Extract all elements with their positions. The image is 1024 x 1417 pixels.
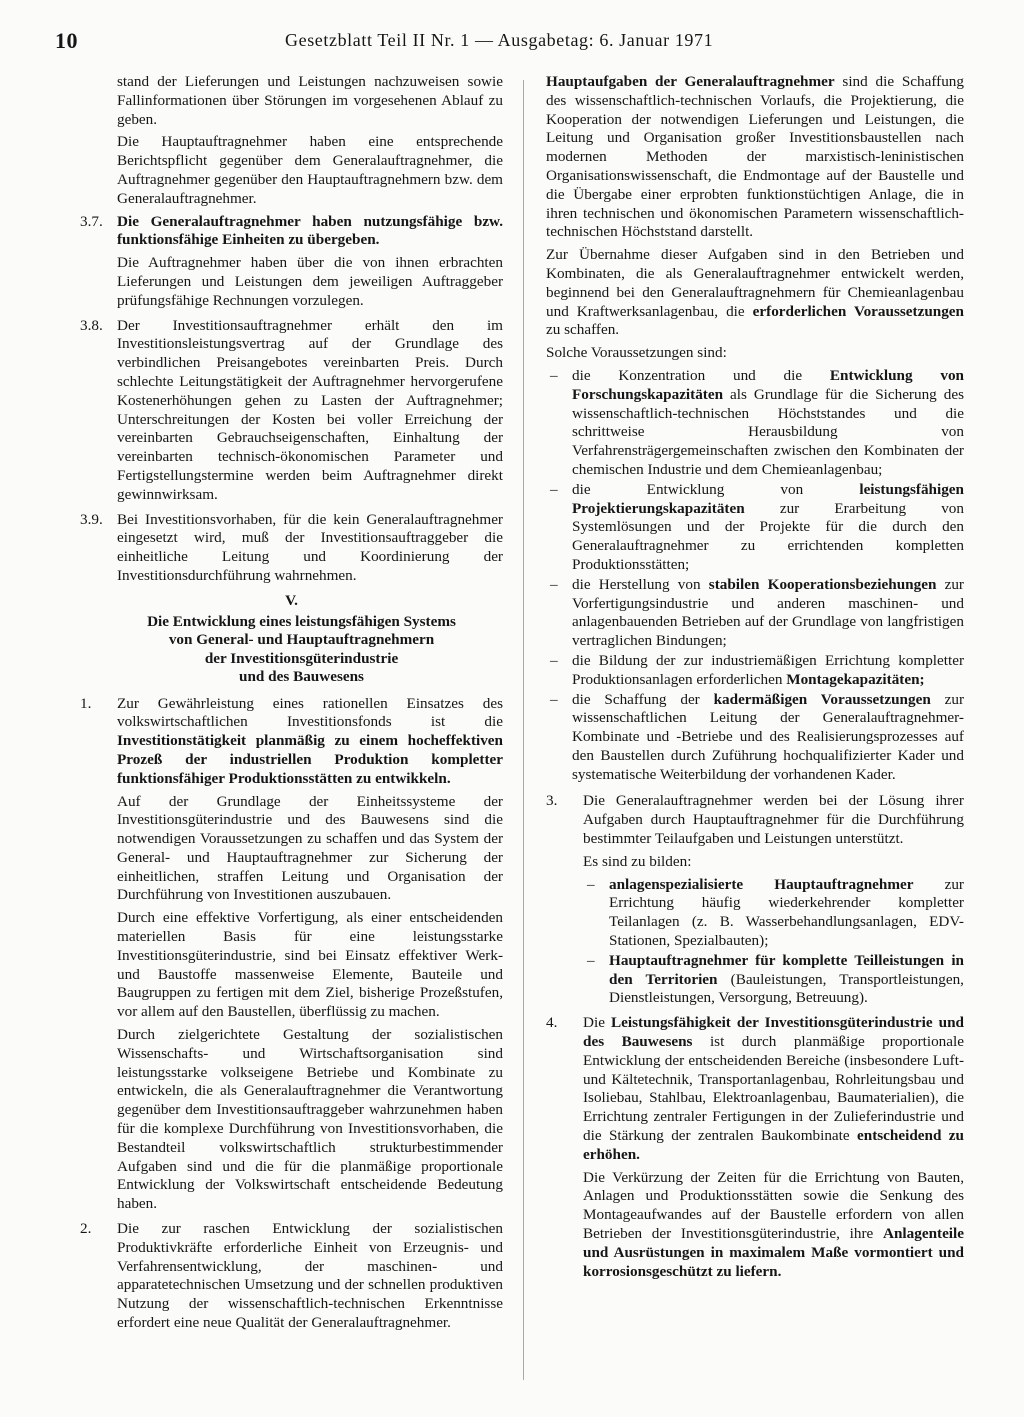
item-heading: Die Generalauftragnehmer haben nutzungsfähige bzw. funktionsfähige Einheiten zu übergeben. bbox=[117, 212, 503, 249]
paragraph: Die zur raschen Entwicklung der sozialistischen Produktivkräfte erforderliche Einheit von Erzeugnis- und Verfahrensentwicklung, der maschinen- und apparatetechnischen Umsetzung und der schnellen produktiven Nutzung der wissenschaftlich-technischen Erkenntnisse erfordert eine neue Qualität der Generalauftragnehmer. bbox=[117, 1220, 503, 1332]
paragraph: Die Auftragnehmer haben über die von ihnen erbrachten Lieferungen und Leistungen dem jeweiligen Auftraggeber prüfungsfähige Rechnungen vorzulegen. bbox=[117, 254, 503, 309]
page-number: 10 bbox=[55, 28, 78, 53]
right-column bbox=[546, 73, 964, 1287]
page-header bbox=[55, 28, 969, 62]
paragraph: Die Leistungsfähigkeit der Investitionsgüterindustrie und des Bauwesens ist durch planmäßige proportionale Entwicklung der entscheidenden Bereiche (insbesondere Luft- und Kältetechnik, Transportanlagenbau, Rohrleitungsbau und Isoliebau, Stahlbau, Elektroanlagenbau, Baumaterialien), die Errichtung zentraler Fertigungen in der Zulieferindustrie und die Stärkung der zentralen Baukombinate entscheidend zu erhöhen. bbox=[583, 1014, 964, 1163]
paragraph: Durch zielgerichtete Gestaltung der sozialistischen Wissenschafts- und Wirtschaftsorganisation sind leistungsstarke volkseigene Betriebe und Kombinate zu entwickeln, die als Generalauftragnehmer die Verantwortung gegenüber dem Investitionsauftraggeber wahrzunehmen haben für die komplexe Durchführung von Investitionsvorhaben, die Bestandteil volkswirtschaftlich strukturbestimmender Aufgaben sind und die für die planmäßige proportionale Entwicklung der Volkswirtschaft entscheidende Bedeutung haben. bbox=[117, 1026, 503, 1213]
paragraph: Die Hauptauftragnehmer haben eine entsprechende Berichtspflicht gegenüber dem Generalauftragnehmer, die Auftragnehmer gegenüber den Hauptauftragnehmern bzw. dem Generalauftragnehmer. bbox=[117, 133, 503, 207]
dash-item: – die Konzentration und die Entwicklung von Forschungskapazitäten als Grundlage für die Sicherung des wissenschaftlich-technischen Höchststandes und die schrittweise Herausbildung von Verfahrensträgergemeinschaften zwischen den Kombinaten der chemischen Industrie und dem Chemieanlagenbau; bbox=[546, 367, 964, 480]
paragraph: Die Generalauftragnehmer werden bei der Lösung ihrer Aufgaben durch Hauptauftragnehmer für die Durchführung bestimmter Teilaufgaben und Leistungen unterstützt. bbox=[583, 792, 964, 848]
item-number: 2. bbox=[80, 1220, 92, 1238]
item-number: 4. bbox=[546, 1014, 558, 1032]
section-title: Die Entwicklung eines leistungsfähigen Systems von General- und Hauptauftragnehmern der Investitionsgüterindustrie und des Bauwesens bbox=[147, 612, 456, 686]
dash-item: – Hauptauftragnehmer für komplette Teilleistungen in den Territorien (Bauleistungen, Transportleistungen, Dienstleistungen, Versorgung, Betreuung). bbox=[583, 952, 964, 1008]
paragraph: Auf der Grundlage der Einheitssysteme der Investitionsgüterindustrie und des Bauwesens sind die notwendigen Voraussetzungen zu schaffen und das System der General- und Hauptauftragnehmer zur Sicherung der einheitlichen, straffen Leitung und Organisation der Durchführung von Investitionen auszubauen. bbox=[117, 792, 503, 904]
paragraph: Zur Übernahme dieser Aufgaben sind in den Betrieben und Kombinaten, die als Generalauftragnehmer entwickelt werden, beginnend bei den Generalauftragnehmern für Chemieanlagenbau und Kraftwerksanlagenbau, die erforderlichen Voraussetzungen zu schaffen. bbox=[546, 246, 964, 339]
item-number: 1. bbox=[80, 694, 92, 712]
item-number: 3.8. bbox=[80, 316, 103, 334]
paragraph: Solche Voraussetzungen sind: bbox=[546, 344, 727, 362]
item-3-9 bbox=[80, 511, 503, 586]
gazette-title: Gesetzblatt Teil II Nr. 1 — Ausgabetag: 6. Januar 1971 bbox=[285, 30, 714, 50]
paragraph: Bei Investitionsvorhaben, für die kein Generalauftragnehmer eingesetzt wird, muß der Investitionsauftraggeber die einheitliche Leitung und Koordinierung der Investitionsdurchführung wahrnehmen. bbox=[117, 510, 503, 584]
item-number: 3.7. bbox=[80, 212, 103, 230]
section-number: V. bbox=[285, 591, 298, 609]
dash-item: – die Herstellung von stabilen Kooperationsbeziehungen zur Vorfertigungsindustrie und anderen maschinen- und anlagenbauenden Betrieben auf der Grundlage von langfristigen vertraglichen Bindungen; bbox=[546, 576, 964, 651]
item-2 bbox=[80, 1220, 503, 1333]
dash-item: – die Bildung der zur industriemäßigen Errichtung kompletter Produktionsanlagen erforderlichen Montagekapazitäten; bbox=[546, 652, 964, 690]
item-number: 3. bbox=[546, 792, 558, 810]
paragraph: Durch eine effektive Vorfertigung, als einer entscheidenden materiellen Basis für eine leistungsstarke Investitionsgüterindustrie, sind bei Einsatz effektiver Werk- und Baustoffe massenweise Elemente, Bauteile und Baugruppen zu fertigen mit dem Ziel, bisherige Prozeßstufen, vor allem auf den Baustellen, überflüssig zu machen. bbox=[117, 909, 503, 1021]
item-4 bbox=[546, 1014, 964, 1281]
paragraph: Hauptaufgaben der Generalauftragnehmer sind die Schaffung des wissenschaftlich-technischen Vorlaufs, die Projektierung, die Kooperation der notwendigen Lieferungen und Leistungen, die Leitung und Organisation großer Investitionsbaustellen nach modernen Methoden der marxistisch-leninistischen Organisationswissenschaft, die Endmontage auf der Baustelle und die Übergabe einer erprobten funktionstüchtigen Anlage, die in ihren technischen und ökonomischen Parametern wissenschaftlich-technischen Höchststand darstellt. bbox=[546, 73, 964, 241]
item-3-8 bbox=[80, 317, 503, 505]
dash-item: – die Entwicklung von leistungsfähigen Projektierungskapazitäten zur Erarbeitung von Systemlösungen und der Projekte für die durch den Generalauftragnehmer zu errichtenden kompletten Produktionsstätten; bbox=[546, 481, 964, 575]
item-number: 3.9. bbox=[80, 510, 103, 528]
column-divider bbox=[523, 80, 524, 1380]
item-3-7 bbox=[80, 213, 503, 311]
left-column bbox=[80, 73, 503, 1339]
item-1: 1. Zur Gewährleistung eines rationellen Einsatzes des volkswirtschaftlichen Investitionsfonds ist die Investitionstätigkeit planmäßig zu einem hocheffektiven Prozeß der industriellen Produktion kompletter funktionsfähiger Produktionsstätten zu entwikkeln. Auf der Grundlage der Einheitssysteme der Investitionsgüterindustrie und des Bauwesens sind die notwendigen Voraussetzungen zu schaffen und das System der General- und Hauptauftragnehmer zur Sicherung der einheitlichen, straffen Leitung und Organisation der Durchführung von Investitionen auszubauen. Durch eine effektive Vorfertigung, als einer entscheidenden materiellen Basis für eine leistungsstarke Investitionsgüterindustrie, sind bei Einsatz effektiver Werk- und Baustoffe massenweise Elemente, Bauteile und Baugruppen zu fertigen mit dem Ziel, bisherige Prozeßstufen, vor allem auf den Baustellen, überflüssig zu machen. Durch zielgerichtete Gestaltung der sozialistischen Wissenschafts- und Wirtschaftsorganisation sind leistungsstarke volkseigene Betriebe und Kombinate zu entwickeln, die als Generalauftragnehmer die Verantwortung gegenüber dem Investitionsauftraggeber wahrzunehmen haben für die komplexe Durchführung von Investitionsvorhaben, die Bestandteil volkswirtschaftlich strukturbestimmender Aufgaben sind und die für die planmäßige proportionale Entwicklung der Volkswirtschaft entscheidende Bedeutung haben. bbox=[80, 694, 503, 1213]
paragraph: Der Investitionsauftragnehmer erhält den im Investitionsleistungsvertrag auf der Grundlage des verbindlichen Preisangebotes vereinbarten Preis. Durch schlechte Leitungstätigkeit der Auftragnehmer hervorgerufene Kostenerhöhungen gehen zu Lasten der Auftragnehmer; Unterschreitungen der Kosten bei voller Erreichung der vereinbarten Gebrauchseigenschaften, Einhaltung der vereinbarten technisch-ökonomischen Parameter und Fertigstellungstermine werden beim Auftragnehmer direkt gewinnwirksam. bbox=[117, 316, 503, 503]
dash-item: – anlagenspezialisierte Hauptauftragnehmer zur Errichtung häufig wiederkehrender kompletter Teilanlagen (z. B. Wasserbehandlungsanlagen, EDV-Stationen, Spezialbauten); bbox=[583, 876, 964, 951]
paragraph: Es sind zu bilden: bbox=[583, 852, 692, 870]
paragraph: Die Verkürzung der Zeiten für die Errichtung von Bauten, Anlagen und Produktionsstätten sowie die Senkung des Montageaufwandes auf der Baustelle erfordern von allen Betrieben der Investitionsgüterindustrie, ihre Anlagenteile und Ausrüstungen in maximalem Maße vormontiert und korrosionsgeschützt zu liefern. bbox=[583, 1168, 964, 1280]
paragraph: stand der Lieferungen und Leistungen nachzuweisen sowie Fallinformationen über Störungen im vorgesehenen Ablauf zu geben. bbox=[117, 73, 503, 128]
item-3 bbox=[546, 792, 964, 1008]
dash-item: – die Schaffung der kadermäßigen Voraussetzungen zur wissenschaftlichen Leitung der Generalauftragnehmer-Kombinate und -Betriebe und des Realisierungsprozesses auf den Baustellen durch Zuführung hochqualifizierter Kader und systematische Weiterbildung der vorhandenen Kader. bbox=[546, 691, 964, 785]
